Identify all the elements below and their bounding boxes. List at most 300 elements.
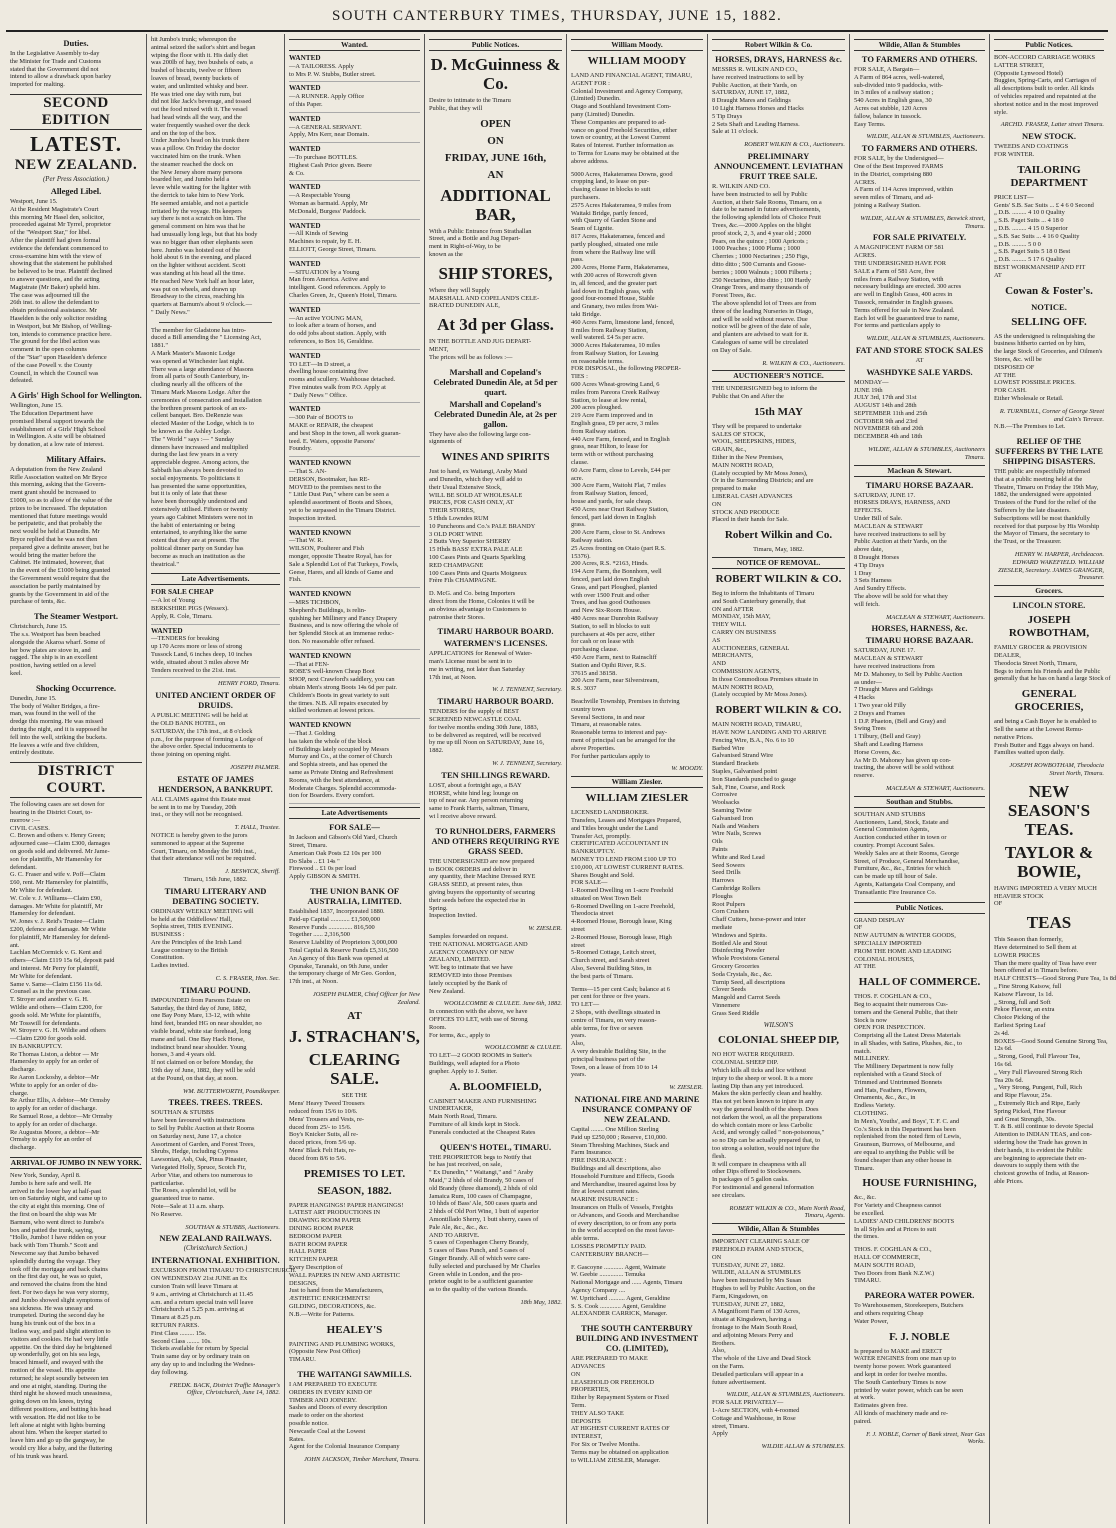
signature: WILDIE, ALLAN & STUMBLES, Auctioneers.	[866, 133, 985, 141]
text-line: Begs to inform his Friends and the Public	[994, 667, 1101, 675]
text-line: MAIN NORTH ROAD, TIMARU,	[712, 721, 802, 729]
text-line: Apply	[712, 1430, 728, 1438]
text-line: able Prices.	[994, 1177, 1024, 1185]
text-line: that their attendance will not be required.	[151, 855, 257, 863]
text-line: The following cases are set down for	[10, 801, 105, 809]
text-line: GILDING, DECORATIONS, &c.	[289, 1303, 376, 1311]
text-line: (Limited) Dunedin.	[571, 95, 621, 103]
text-line: Agents, Kaitangata Coal Company, and	[854, 880, 956, 888]
text-line: The s.s. Westport has been beached	[10, 631, 101, 639]
text-line: Tussock, remainder in English grasses.	[854, 298, 954, 306]
text-line: was standing at his head all the time.	[151, 269, 246, 277]
subheading: WILSON'S	[763, 1022, 794, 1030]
text-line: taki Bridge.	[571, 310, 602, 318]
text-line: Beg to acquaint their numerous Cus-	[854, 1000, 948, 1008]
text-line: „ Strong, Good, Full Flavour Tea,	[994, 1053, 1081, 1061]
advertisement	[289, 352, 420, 404]
text-line: in all Shades, with Satins, Plushes, &c., to	[854, 1039, 962, 1047]
text-line: It will compare in cheapness with all	[712, 1160, 807, 1168]
column-banner: Maclean & Stewart.	[854, 465, 985, 477]
text-line: Re Arthur Ellis, A debtor—Mr Ormsby	[10, 1097, 111, 1105]
text-line: Sale a Splendid Lot of Fat Turkeys, Fowls,	[289, 560, 399, 568]
section-heading: NEW ZEALAND.	[14, 156, 138, 173]
text-line: evidence the defendant commenced to	[10, 244, 108, 252]
advertisement-title: WANTED	[289, 54, 321, 62]
display-heading: HEALEY'S	[326, 1323, 383, 1336]
text-line: Highest Cash Price given. Beere	[289, 161, 372, 169]
text-line: and removed the chains from the hind	[10, 1281, 107, 1289]
text-line: Apply GIBSON & SMITH.	[289, 873, 361, 881]
text-line: printed by water power, which can be seen	[854, 1386, 964, 1394]
text-line: of this Paper.	[289, 100, 323, 108]
text-line: CLOTHING.	[854, 1110, 889, 1118]
text-line: Mens' Black Felt Hats, re-	[289, 1147, 356, 1155]
display-heading: AT	[347, 1010, 362, 1023]
text-line: R. WILKIN AND CO.	[712, 182, 770, 190]
text-line: AT HIGHEST CURRENT RATES OF	[571, 1425, 670, 1433]
centered-text: Timaru, May, 1882.	[753, 546, 804, 554]
text-line: Makes the skin perfectly clean and healthy.	[712, 1090, 823, 1098]
text-line: position, having settled on a level	[10, 662, 96, 670]
text-line: For Variety and Cheapness cannot	[854, 1202, 942, 1210]
text-line: „ D.B. ......... 5 0 0	[994, 240, 1041, 248]
text-line: pass.	[571, 256, 584, 264]
column-banner: Late Advertisements.	[151, 573, 280, 585]
section-heading: UNITED ANCIENT ORDER OF DRUIDS.	[155, 690, 276, 711]
text-line: 1000 Peaches ; 1000 Plums ; 1000	[712, 245, 801, 253]
text-line: 10 Puncheons and Co.'s PALE BRANDY	[429, 522, 536, 530]
text-line: BEDROOM PAPER	[289, 1232, 342, 1240]
centered-text: Timaru, 15th June, 1882.	[183, 875, 248, 883]
text-line: Constitution.	[151, 954, 185, 962]
text-line: WILL BE SOLD AT WHOLESALE	[429, 491, 523, 499]
text-line: Public Auction, at their Yards, on	[712, 81, 797, 89]
text-line: been offered at in Timaru before.	[994, 967, 1079, 975]
text-line: This Season than formerly,	[994, 936, 1063, 944]
text-line: horses, 3 and 4 years old.	[151, 1051, 216, 1059]
advertisement-title: WANTED	[289, 84, 321, 93]
text-line: Otago and Southland Investment Com-	[571, 103, 672, 111]
paragraph	[151, 908, 280, 970]
display-heading: WINES AND SPIRITS	[441, 451, 550, 464]
text-line: goods sold. Mr White for plaintiffs,	[10, 1011, 101, 1019]
text-line: duced a Bill amending the " Licensing Act,	[151, 334, 262, 342]
text-line: ALL CLAIMS against this Estate must	[151, 795, 251, 803]
text-line: DRAWING ROOM PAPER	[289, 1217, 362, 1225]
text-line: to apply for an order of discharge.	[10, 1105, 98, 1113]
text-line: Staples, Galvanised point	[712, 767, 778, 775]
text-line: and Ripe Flavour, 25s.	[994, 1092, 1052, 1100]
paragraph	[289, 1202, 420, 1319]
text-line: Lawsonian, Ash, Oak, Pinus Pinaster,	[151, 1156, 247, 1164]
text-line: W. Stroyer v. G. H. Wildie and others	[10, 1027, 106, 1035]
text-line: In those Commodious Premises situate in	[712, 675, 818, 683]
text-line: Term.	[571, 1401, 586, 1409]
text-line: Council, in which the Council was	[10, 369, 99, 377]
text-line: Mr D. Mahoney, to Sell by Public Auction	[854, 670, 963, 678]
text-line: son for plaintiffs, Mr Hamersley for	[10, 855, 102, 863]
text-line: country town	[571, 705, 605, 713]
text-line: No Reserve.	[151, 1210, 183, 1218]
text-line: Catalogues of same will be circulated	[712, 338, 809, 346]
text-line: has presented the same opportunities,	[151, 482, 247, 490]
text-line: on Saturday next, June 17, a choice	[151, 1132, 242, 1140]
text-line: the best parts of Timaru.	[571, 972, 634, 980]
text-line: purchasers.	[571, 193, 600, 201]
text-line: ACRES.	[854, 252, 877, 260]
text-line: from Railway station.	[571, 427, 627, 435]
text-line: ACRES.	[854, 178, 877, 186]
text-line: ment of principal can be arranged for the	[571, 736, 676, 744]
paragraph	[10, 198, 142, 385]
text-line: for cash or on lease with	[571, 638, 634, 646]
text-line: LATTER STREET,	[994, 61, 1044, 69]
paragraph	[712, 1399, 845, 1438]
text-line: —That J. Golding	[289, 729, 336, 737]
section-heading: LINCOLN STORE.	[1012, 600, 1086, 611]
text-line: above Properties.	[571, 744, 616, 752]
text-line: ceremonies of consecration and installation	[151, 396, 262, 404]
text-line: duced prices, from 5/6 up.	[289, 1139, 357, 1147]
text-line: and Granary, two miles from Wai-	[571, 303, 659, 311]
text-line: 2575 Acres Hakateramea, 9 miles from	[571, 201, 672, 209]
text-line: Co.'s Stock in this Department has been	[854, 1125, 956, 1133]
text-line: sidering how the Trade has grown in	[994, 1138, 1088, 1146]
text-line: PAINTING AND PLUMBING WORKS,	[289, 1340, 395, 1348]
paragraph	[289, 908, 420, 986]
text-line: Insurances on Hulls of Vessels, Freights	[571, 1203, 674, 1211]
text-line: returned; he slept soundly between ten	[10, 1374, 109, 1382]
text-line: —A Respectable Young	[289, 192, 351, 200]
text-line: TIMARU.	[854, 1277, 881, 1285]
text-line: 450 Acres near Orari Railway Station,	[571, 505, 669, 513]
paragraph	[151, 1267, 297, 1376]
masthead-title: SOUTH CANTERBURY TIMES, THURSDAY, JUNE 15, 1882.	[332, 8, 782, 24]
text-line: the above order. Special inducements to	[151, 743, 253, 751]
text-line: Placed in their hands for Sale.	[712, 516, 789, 524]
text-line: ON and AFTER	[712, 605, 754, 613]
text-line: extent that they are at present. The	[151, 537, 240, 545]
text-line: Boy's Knicker Suits, all re-	[289, 1131, 359, 1139]
text-line: ON	[712, 1253, 722, 1261]
text-line: COLONIAL SHEEP DIP.	[712, 1059, 779, 1067]
text-line: Spring Picked, Fine Flavour	[994, 1107, 1067, 1115]
text-line: MAKE or REPAIR, the cheapest	[289, 422, 374, 430]
paragraph	[571, 171, 703, 693]
text-line: vaccinated him on the trunk. When	[151, 152, 241, 160]
column-1	[6, 34, 147, 1524]
text-line: T. Stroyer and another v. G. H.	[10, 996, 89, 1004]
text-line: TO LET—In D street, a	[289, 360, 351, 368]
text-line: G. C. Fraser and wife v. Poff—Claim	[10, 871, 106, 879]
text-line: MAIN NORTH ROAD,	[712, 461, 774, 469]
text-line: out the food mixed with it. The vessel	[151, 106, 248, 114]
text-line: THE PROPRIETOR begs to Notify that	[429, 1153, 532, 1161]
text-line: WALL PAPERS IN NEW AND ARTISTIC	[289, 1271, 401, 1279]
text-line: cross-examine him with the view of	[10, 252, 102, 260]
text-line: one Bay Pony Mare, 13-12, with white	[151, 1012, 251, 1020]
text-line: Beg to inform the Inhabitants of Timaru	[712, 590, 815, 598]
text-line: and on the top of the box.	[151, 129, 217, 137]
text-line: listless way, and paid slight attention to	[10, 1327, 111, 1335]
text-line: a.m. and a return special train will leave	[151, 1298, 254, 1306]
text-line: to Terms for Loans may be obtained at the	[571, 149, 680, 157]
text-line: SATURDAY, JUNE 17, 1882,	[712, 89, 790, 97]
text-line: be believed to be true. Plaintiff declined	[10, 268, 113, 276]
text-line: will fetch.	[854, 600, 880, 608]
text-line: RETURN FARES.	[151, 1321, 200, 1329]
masthead	[6, 4, 1108, 32]
text-line: 219 Acre Farm improved and in	[571, 412, 653, 420]
text-line: flesh.	[712, 1152, 727, 1160]
text-line: Shaft and Leading Harness	[854, 740, 924, 748]
text-line: same as Private Dining and Refreshment	[289, 768, 394, 776]
advertisement	[289, 54, 420, 82]
text-line: ALEXANDER CARRICK, Manager.	[571, 1310, 668, 1318]
text-line: „ D.B. ......... 4 10 0 Quality	[994, 209, 1065, 217]
text-line: Fresh Butter and Eggs always on hand.	[994, 741, 1094, 749]
text-line: Street, Timaru.	[289, 841, 328, 849]
text-line: me in writing, not later than Saturday	[429, 665, 525, 673]
advertisement-title: WANTED	[289, 405, 321, 414]
text-line: APPLICATIONS for Renewal of Water-	[429, 650, 533, 658]
text-line: National Mortgage and ...... Agents, Timaru	[571, 1279, 683, 1287]
display-heading: 15th MAY	[754, 405, 803, 418]
text-line: The Education Department have	[10, 409, 93, 417]
text-line: Paid up £250,000 ; Reserve, £10,000.	[571, 1133, 668, 1141]
text-line: Room.	[429, 1023, 447, 1031]
paragraph	[429, 468, 562, 585]
text-line: ment grant should be increased to	[10, 489, 97, 497]
text-line: of vehicles repaired and repainted at the	[994, 92, 1097, 100]
text-line: adjourned case—Claim £300, damages	[10, 840, 111, 848]
text-line: summoned to appear at the Supreme	[151, 839, 245, 847]
text-line: giving buyers the opportunity of securing	[429, 889, 535, 897]
text-line: 6-Roomed Dwelling on 1-acre Freehold,	[571, 902, 675, 910]
advertisement-title: FOR SALE CHEAP	[151, 588, 214, 597]
text-line: Dunedin, June 15.	[10, 694, 57, 702]
paragraph	[571, 986, 703, 1080]
display-heading: SHIP STORES,	[438, 263, 553, 283]
text-line: Stock is now	[854, 1016, 888, 1024]
text-line: Stores, &c. will be	[994, 355, 1042, 363]
text-line: Woman as barmaid. Apply, Mr	[289, 199, 368, 207]
text-line: Rates of Interest. Further information as	[571, 142, 674, 150]
text-line: Apply, R. Cole, Timaru.	[151, 612, 213, 620]
text-line: DEALER,	[994, 652, 1021, 660]
paragraph	[854, 647, 985, 780]
text-line: After the plaintiff had given formal	[10, 236, 101, 244]
text-line: teed. E. Waters, opposite Parsons'	[289, 437, 375, 445]
text-line: comment in the open columns	[10, 346, 88, 354]
text-line: TIMBER AND JOINERY.	[289, 1396, 357, 1404]
text-line: W. Cole v. J. Williams—Claim £90,	[10, 894, 102, 902]
text-line: LEASEHOLD OR FREEHOLD	[571, 1378, 655, 1386]
text-line: Graunsun, Burrows, of Melbourne, and	[854, 1141, 955, 1149]
text-line: Swing Trees	[854, 725, 886, 733]
text-line: entirely destitute.	[10, 749, 55, 757]
text-line: " Little Dust Pan," where can be seen a	[289, 491, 389, 499]
text-line: Shrubs, Hedge, including Cypress	[151, 1148, 239, 1156]
paragraph	[429, 228, 562, 259]
text-line: 9 a.m., arriving at Christchurch at 11.45	[151, 1290, 253, 1298]
text-line: splendidly during the voyage. They	[10, 1257, 101, 1265]
text-line: proof stock, 2, 3, and 4 year old ; 2000	[712, 229, 812, 237]
text-line: One of the Best Improved FARMS	[854, 162, 944, 170]
text-line: situated on West Town Belt	[571, 894, 642, 902]
text-line: 4-Roomed House, Borough lease, King	[571, 918, 672, 926]
section-heading: PRELIMINARY ANNOUNCEMENT. LEVIATHAN FRUIT TREE SALE.	[713, 150, 844, 181]
text-line: frontage to the Main South Road,	[712, 1323, 798, 1331]
text-line: elected Master of the Lodge, which is to	[151, 420, 254, 428]
text-line: Jumbo is here safe and well. He	[10, 1179, 92, 1187]
text-line: 1 D.P. Phaeton, (Bell and Gray) and	[854, 717, 946, 725]
text-line: FOR SALE—	[571, 879, 608, 887]
text-line: Saturday, the third day of June, 1882,	[151, 1004, 247, 1012]
text-line: clause.	[571, 459, 589, 467]
display-heading: NEW SEASON'S TEAS.	[1007, 781, 1091, 839]
text-line: Wire Nails, Screws	[712, 830, 762, 838]
text-line: Every Description of	[289, 1264, 343, 1272]
text-line: Terms offered for sale in New Zealand.	[854, 306, 955, 314]
text-line: Same v. Same—Claim £156 11s 6d.	[10, 980, 103, 988]
subheading: (Christchurch Section.)	[183, 1245, 248, 1253]
text-line: quishing her Millinery and Fancy Drapery	[289, 614, 398, 622]
text-line: establishment of a Girls' High School	[10, 425, 106, 433]
text-line: Theatre, Timaru on Friday the 19th May,	[994, 483, 1099, 491]
text-line: splendid assortment of Boots and Shoes,	[289, 499, 393, 507]
text-line: A MAGNIFICENT FARM OF 581	[854, 244, 944, 252]
text-line: Street, and a Bottle and Jug Depart-	[429, 235, 521, 243]
text-line: Is prepared to MAKE and ERECT	[854, 1347, 943, 1355]
text-line: SALES OF STOCK,	[712, 430, 766, 438]
text-line: of the "Westport Star," for libel.	[10, 229, 92, 237]
text-line: Which kills all ticks and lice without	[712, 1067, 807, 1075]
text-line: ARE PREPARED TO MAKE	[571, 1355, 648, 1363]
text-line: others—Claim £119 15s 6d, deposit paid	[10, 957, 115, 965]
text-line: American Oak Posts £2 10s per 100	[289, 849, 381, 857]
text-line: with over 1500 Fruit and other	[571, 591, 650, 599]
section-heading: TIMARU LITERARY AND DEBATING SOCIETY.	[164, 885, 267, 906]
text-line: to Sell by Public Auction at their Rooms	[151, 1125, 255, 1133]
section-heading: HORSES, DRAYS, HARNESS &c.	[715, 54, 842, 64]
paragraph	[429, 933, 562, 995]
text-line: Also, Several Building Sites, in	[571, 965, 652, 973]
text-line: White and Red Lead	[712, 853, 765, 861]
text-line: with Quarry of Garden Stone and	[571, 217, 657, 225]
text-line: BEST WORKMANSHIP AND FIT	[994, 263, 1086, 271]
text-line: on the Farm.	[712, 1362, 745, 1370]
text-line: laid down in English grass, with	[571, 287, 654, 295]
text-line: Re Thomas Liston, a debtor — Mr	[10, 1050, 99, 1058]
text-line: Station, to lease at low rental,	[571, 396, 647, 404]
text-line: entertained, to anything like the same	[151, 529, 247, 537]
text-line: THEY ALSO TAKE	[571, 1409, 624, 1417]
text-line: Estimates given free.	[854, 1402, 908, 1410]
text-line: their seeds before the expected rise in	[429, 896, 526, 904]
text-line: The Millinery Department is now fully	[854, 1063, 954, 1071]
text-line: N.B.—The Premises to Let.	[994, 423, 1066, 431]
text-line: indistinct brand near shoulder. Young	[151, 1043, 247, 1051]
section-heading: Marshall and Copeland's Celebrated Dunedin Ale, at 5d per quart.	[433, 366, 558, 397]
text-line: Seaming Twine	[712, 806, 752, 814]
text-line: AUGUST 14th and 28th	[854, 402, 917, 410]
text-line: levee while waiting for the lighter with	[151, 184, 251, 192]
column-7	[850, 34, 990, 1524]
column-banner: William Moody.	[571, 39, 703, 51]
text-line: ORDINARY WEEKLY MEETING will	[151, 907, 254, 915]
text-line: have been thoroughly understood and	[151, 498, 248, 506]
text-line: Buggies, Spring-Carts, and Carriages of	[994, 77, 1097, 85]
text-line: " Daily News."	[151, 308, 190, 316]
text-line: „ D.B. ......... 4 15 0 Superior	[994, 224, 1068, 232]
signature: W. MOODY.	[671, 765, 703, 773]
text-line: 100 Cases Pints and Quarts Moigneux	[429, 569, 527, 577]
text-line: Amontillado Sherry, 1 butt sherry, cases of	[429, 1215, 539, 1223]
text-line: LOWER PRICES	[994, 951, 1040, 959]
paragraph	[712, 1238, 845, 1386]
text-line: was a pillow. On Friday the doctor	[151, 145, 240, 153]
paragraph	[854, 492, 985, 609]
text-line: Inspection Invited.	[429, 912, 477, 920]
text-line: braced himself, and swayed with the	[10, 1359, 104, 1367]
text-line: he has just received, on sale,	[429, 1161, 502, 1169]
advertisement	[289, 590, 420, 650]
text-line: FOR SALE PRIVATELY—	[712, 1399, 784, 1407]
text-line: theatrical."	[151, 560, 179, 568]
text-line: keel.	[10, 670, 23, 678]
text-line: the Mayor of Timaru, the secretary to	[994, 530, 1090, 538]
signature: WOOLLCOMBE & CLULEE. June 6th, 1882.	[443, 1000, 562, 1008]
text-line: the Government would require that the	[10, 575, 110, 583]
text-line: be excelled.	[854, 1210, 885, 1218]
text-line: Bryce replied that he was not then	[10, 536, 98, 544]
text-line: FOR CASH.	[994, 387, 1027, 395]
text-line: Sale at 11 o'clock.	[712, 128, 759, 136]
text-line: Children's Boots in great variety to suit	[289, 691, 390, 699]
text-line: Westport, June 15.	[10, 197, 58, 205]
text-line: MAIN SOUTH ROAD,	[854, 1261, 916, 1269]
text-line: direct from the Home, Colonies it will be	[429, 597, 535, 605]
subheading: (Per Press Association.)	[43, 175, 109, 183]
text-line: Acid, and wrongly called " non-poisonous,"	[712, 1129, 825, 1137]
text-line: „ Extremely Rich and Ripe, Early	[994, 1099, 1081, 1107]
text-line: inst., or they will not be recognised.	[151, 811, 243, 819]
paragraph	[289, 834, 420, 881]
text-line: grapher. Apply to J. Sutter.	[429, 1067, 498, 1075]
text-line: defendant.	[10, 863, 37, 871]
signature: SOUTHAN & STUBBS, Auctioneers.	[185, 1223, 280, 1231]
text-line: Murray and Co., at the corner of Church	[289, 753, 393, 761]
advertisement-title: WANTED	[151, 626, 183, 635]
paragraph	[854, 811, 985, 897]
text-line: PRICES, FOR CASH ONLY, AT	[429, 499, 514, 507]
text-line: —An active YOUNG MAN,	[289, 314, 363, 322]
text-line: 5 Hhds Lowndes RUM	[429, 514, 489, 522]
section-heading: TIMARU HARBOUR BOARD.	[437, 626, 554, 637]
text-line: " Daily News " Office.	[289, 391, 348, 399]
section-heading: TIMARU POUND.	[180, 984, 251, 995]
text-line: ADVANCES	[571, 1362, 605, 1370]
text-line: The whole of the Live and Dead Stock	[712, 1355, 811, 1363]
text-line: DISPOSED OF	[994, 363, 1035, 371]
advertisement	[289, 306, 420, 350]
text-line: AGENT FOR :	[571, 79, 610, 87]
text-line: Tickets available for return by Special	[151, 1345, 249, 1353]
text-line: fully selected and purchased by Mr Charles	[429, 1262, 541, 1270]
text-line: ragged. The ship is in an excellent	[10, 654, 98, 662]
text-line: 1 Dray	[854, 569, 872, 577]
